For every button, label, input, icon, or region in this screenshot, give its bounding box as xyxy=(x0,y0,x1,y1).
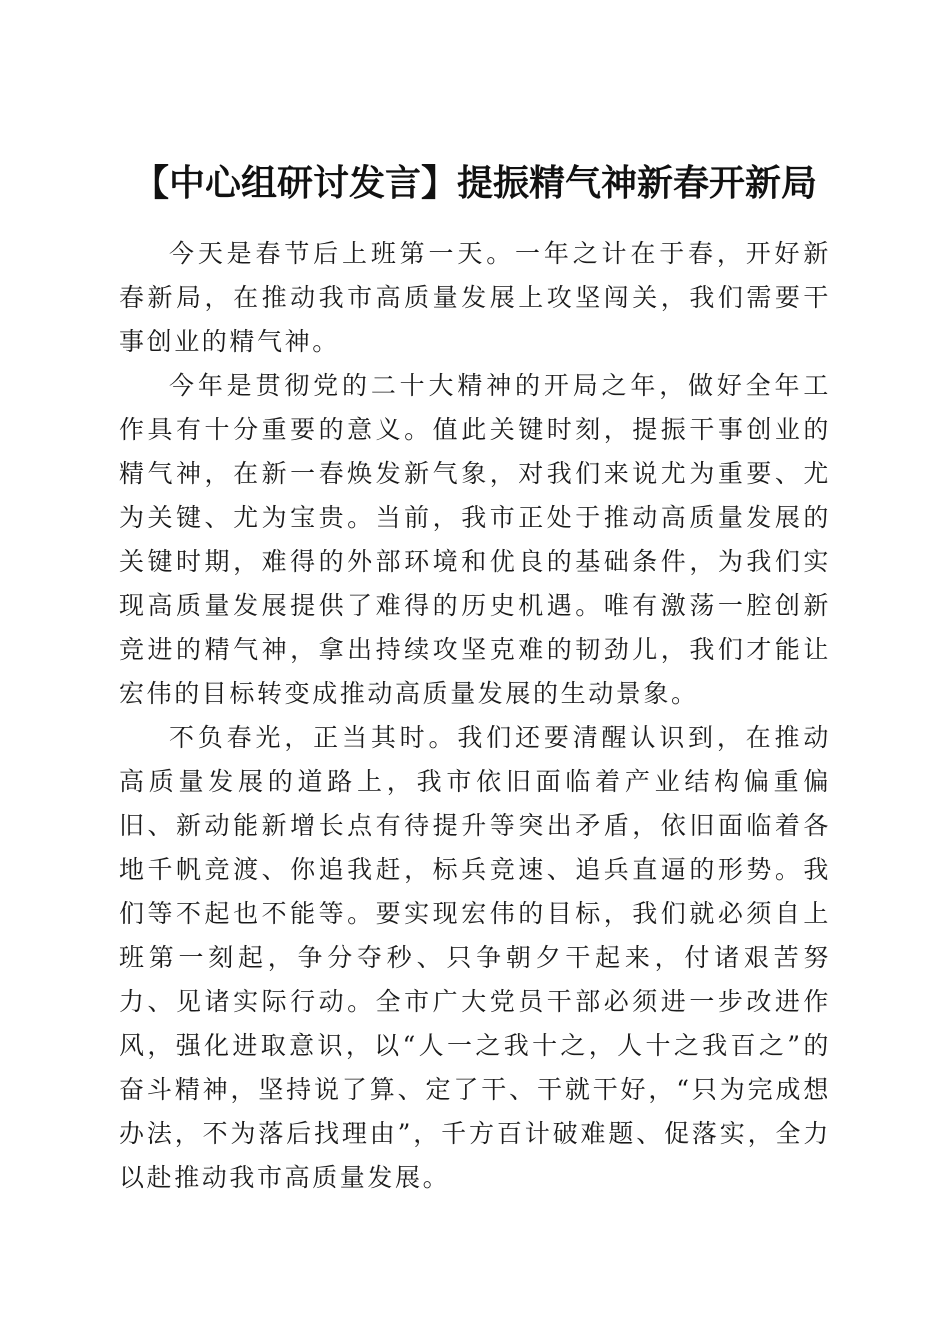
paragraph-3: 不负春光，正当其时。我们还要清醒认识到，在推动高质量发展的道路上，我市依旧面临着产业结构偏重偏旧、新动能新增长点有待提升等突出矛盾，依旧面临着各地千帆竞渡、你追我赶，标兵竞速、追兵直逼的形势。我们等不起也不能等。要实现宏伟的目标，我们就必须自上班第一刻起，争分夺秒、只争朝夕干起来，付诸艰苦努力、见诸实际行动。全市广大党员干部必须进一步改进作风，强化进取意识，以“人一之我十之，人十之我百之”的奋斗精神，坚持说了算、定了干、干就干好，“只为完成想办法，不为落后找理由”，千方百计破难题、促落实，全力以赴推动我市高质量发展。 xyxy=(119,723,831,1192)
document-body xyxy=(119,232,831,1200)
paragraph-1: 今天是春节后上班第一天。一年之计在于春，开好新春新局，在推动我市高质量发展上攻坚闯关，我们需要干事创业的精气神。 xyxy=(119,239,831,356)
document-title: 【中心组研讨发言】提振精气神新春开新局 xyxy=(132,162,817,205)
paragraph-2: 今年是贯彻党的二十大精神的开局之年，做好全年工作具有十分重要的意义。值此关键时刻，提振干事创业的精气神，在新一春焕发新气象，对我们来说尤为重要、尤为关键、尤为宝贵。当前，我市正处于推动高质量发展的关键时期，难得的外部环境和优良的基础条件，为我们实现高质量发展提供了难得的历史机遇。唯有激荡一腔创新竞进的精气神，拿出持续攻坚克难的韧劲儿，我们才能让宏伟的目标转变成推动高质量发展的生动景象。 xyxy=(119,371,831,708)
